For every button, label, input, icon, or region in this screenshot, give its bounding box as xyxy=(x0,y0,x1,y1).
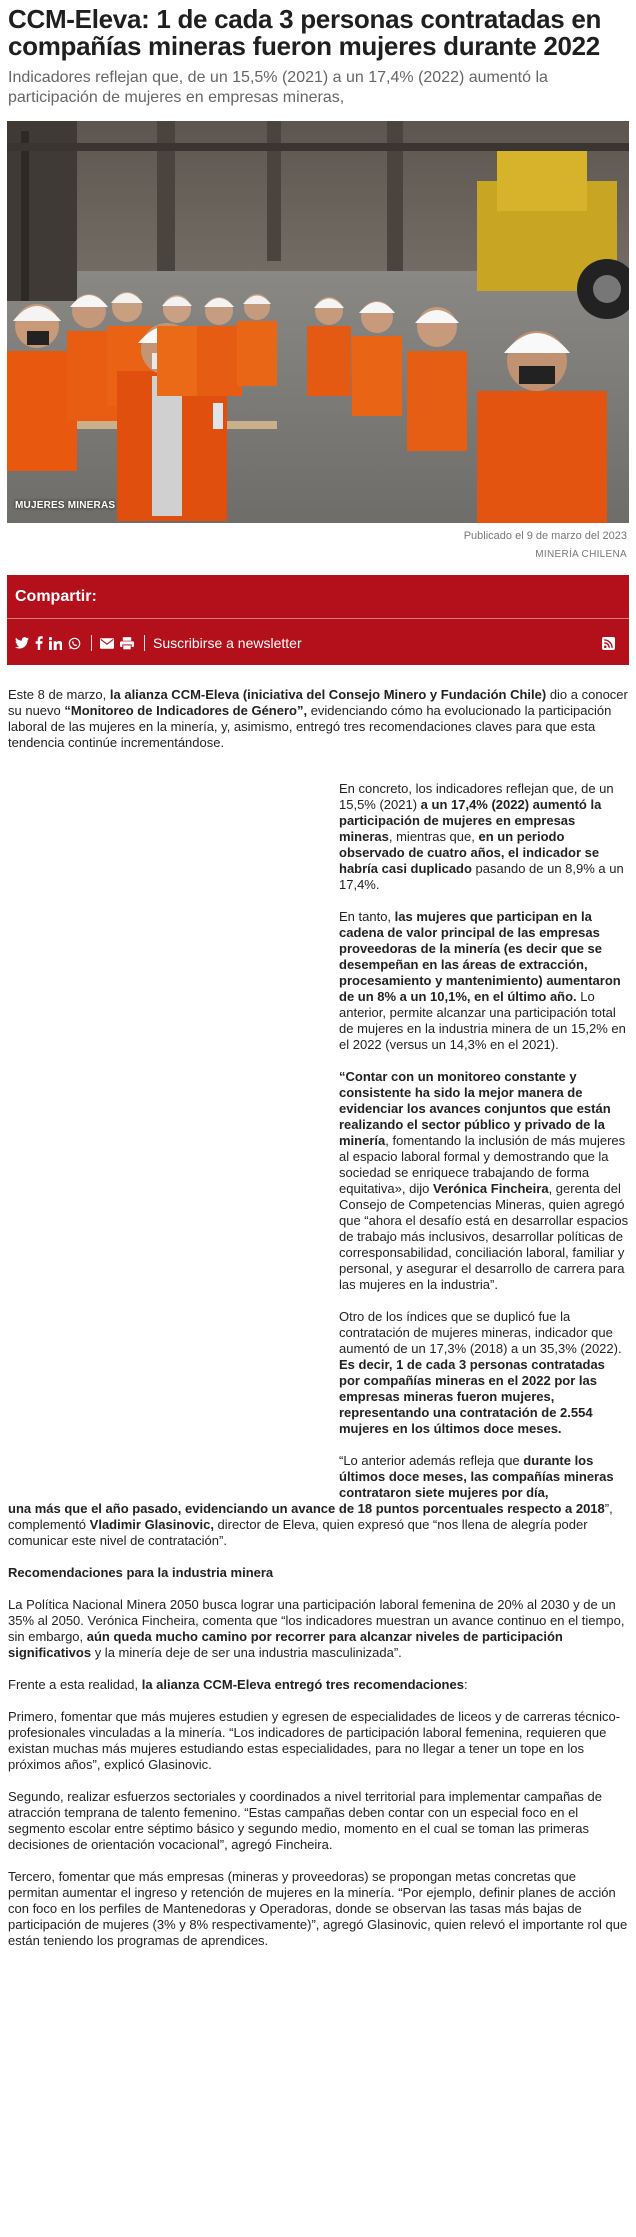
text: Otro de los índices que se duplicó fue la contratación de mujeres mineras, indicador que aumentó de un 17,3% (2018) a un 35,3% (2022). xyxy=(339,1309,622,1356)
paragraph-suppliers xyxy=(339,909,629,1053)
paragraph-hiring xyxy=(339,1309,629,1437)
share-icons-row xyxy=(15,633,621,653)
text-bold: Verónica Fincheira xyxy=(432,1181,549,1196)
paragraph-quote-fincheira xyxy=(339,1069,629,1293)
paragraph-first-recommendation: Primero, fomentar que más mujeres estudien y egresen de especialidades de liceos y de carreras técnico-profesionales vinculadas a la minería. “Los indicadores de participación laboral femenina, requieren que existan muchas más mujeres estudiando estas especialidades, para no llegar a tener un tope en los próximos años”, explicó Glasinovic. xyxy=(8,1709,621,1772)
text: “Lo anterior además refleja que xyxy=(339,1453,524,1468)
text: y la minería deje de ser una industria masculinizada”. xyxy=(91,1645,402,1660)
text: Este 8 de marzo, xyxy=(8,687,110,702)
text-bold: la alianza CCM-Eleva (iniciativa del Consejo Minero y Fundación Chile) xyxy=(109,687,547,702)
text: En concreto, los indicadores reflejan que, de un 15,5% (2021) xyxy=(339,781,614,812)
text-bold: una más que el año pasado, evidenciando un avance de 18 puntos porcentuales respecto a 2018 xyxy=(8,1501,605,1516)
article-headline: CCM-Eleva: 1 de cada 3 personas contratadas en compañías mineras fueron mujeres durante 2022 xyxy=(8,4,602,61)
share-divider xyxy=(7,618,629,619)
text: pasando de un 8,9% a un 17,4%. xyxy=(339,861,624,892)
intro-paragraph xyxy=(8,687,628,751)
text-bold: durante los últimos doce meses, las compañías mineras contrataron siete mujeres por día, xyxy=(339,1453,614,1500)
text-bold: “Monitoreo de Indicadores de Género”, xyxy=(64,703,308,718)
facebook-icon[interactable] xyxy=(35,634,43,652)
newsletter-link[interactable]: Suscribirse a newsletter xyxy=(153,635,302,651)
paragraph-second-recommendation: Segundo, realizar esfuerzos sectoriales y coordinados a nivel territorial para implementar campañas de atracción temprana de talento femenino. “Estas campañas deben contar con un especial foco en el segmento escolar entre séptimo básico y segundo medio, momento en el cual se toman las primeras decisiones de orientación vocacional”, agregó Fincheira. xyxy=(8,1789,602,1852)
text-bold: aún queda mucho camino por recorrer para alcanzar niveles de participación significativos xyxy=(8,1629,563,1660)
text: En tanto, xyxy=(339,909,395,924)
text: , mientras que, xyxy=(388,829,479,844)
text-bold: en un periodo observado de cuatro años, el indicador se habría casi duplicado xyxy=(339,829,600,876)
full-width-text xyxy=(8,1501,628,1949)
paragraph-third-recommendation: Tercero, fomentar que más empresas (mineras y proveedoras) se propongan metas concretas que permitan aumentar el ingreso y retención de mujeres en la minería. “Por ejemplo, definir planes de acción con foco en los perfiles de Mantenedoras y Operadoras, donde se observan las tasas más bajas de participación de mujeres (3% y 8% respectivamente)”, agregó Glasinovic, quien relevó el importante rol que están teniendo los programas de aprendices. xyxy=(8,1869,628,1948)
text: : xyxy=(463,1677,468,1692)
rss-icon[interactable] xyxy=(602,634,615,652)
paragraph-policy xyxy=(8,1597,628,1661)
text-bold: “Contar con un monitoreo constante y consistente ha sido la mejor manera de evidenciar los avances conjuntos que están realizando el sector público y privado de la minería xyxy=(339,1069,611,1148)
text: dio a conocer su nuevo xyxy=(8,687,628,718)
text: Lo anterior, permite alcanzar una participación total de mujeres en la industria minera de un 15,2% en el 2022 (versus un 14,3% en el 2021). xyxy=(339,989,626,1052)
whatsapp-icon[interactable] xyxy=(68,634,81,652)
text: , gerenta del Consejo de Competencias Mineras, quien agregó que “ahora el desafío está en desarrollar espacios de trabajo más inclusivos, desarrollar políticas de corresponsabilidad, conciliación laboral, familiar y personal, y asegurar el desarrollo de carrera para las mujeres en la industria”. xyxy=(339,1181,629,1292)
text: Frente a esta realidad, xyxy=(8,1677,142,1692)
share-bar xyxy=(7,575,629,665)
linkedin-icon[interactable] xyxy=(49,634,62,652)
text-bold: las mujeres que participan en la cadena de valor principal de las empresas proveedoras de la minería (es decir que se desempeñan en las áreas de extracción, procesamiento y mantenimiento) aumentaron de un 8% a un 10,1%, en el último año. xyxy=(339,909,621,1004)
paragraph-recommendations-intro xyxy=(8,1677,628,1693)
text: La Política Nacional Minera 2050 busca lograr una participación laboral femenina de 20% al 2030 y de un 35% al 2050. Verónica Fincheira, comenta que “los indicadores muestran un avance continuo en el tiempo, sin embargo, xyxy=(8,1597,625,1644)
print-icon[interactable] xyxy=(120,634,134,652)
photo-caption: MUJERES MINERAS xyxy=(15,500,116,511)
text: director de Eleva, quien expresó que “nos llena de alegría poder comunicar este nivel de contratación”. xyxy=(8,1517,588,1548)
text-bold: la alianza CCM-Eleva entregó tres recomendaciones xyxy=(141,1677,464,1692)
share-title: Compartir: xyxy=(15,588,97,605)
text-bold: a un 17,4% (2022) aumentó la participación de mujeres en empresas mineras xyxy=(339,797,602,844)
text-bold: Es decir, 1 de cada 3 personas contratadas por compañías mineras en el 2022 por las empresas mineras fueron mujeres, representando una contratación de 2.554 mujeres en los últimos doce meses. xyxy=(339,1357,605,1436)
text: , fomentando la inclusión de más mujeres al espacio laboral formal y demostrando que la sociedad se enriquece trabajando de forma equitativa», dijo xyxy=(339,1133,626,1196)
article-source: MINERÍA CHILENA xyxy=(535,549,627,560)
paragraph-quote-start xyxy=(339,1453,629,1501)
email-icon[interactable] xyxy=(100,634,114,652)
article-subtitle: Indicadores reflejan que, de un 15,5% (2021) a un 17,4% (2022) aumentó la participación de mujeres en empresas mineras, xyxy=(8,69,548,106)
twitter-icon[interactable] xyxy=(15,634,29,652)
section-heading: Recomendaciones para la industria minera xyxy=(8,1565,274,1580)
text: ”, complementó xyxy=(8,1501,613,1532)
text-bold: Vladimir Glasinovic, xyxy=(89,1517,214,1532)
share-separator xyxy=(144,635,145,651)
article-body xyxy=(0,687,636,1949)
publish-date: Publicado el 9 de marzo del 2023 xyxy=(463,530,627,542)
mining-women-photo xyxy=(7,121,629,523)
article-photo xyxy=(7,121,629,523)
article-meta xyxy=(0,523,636,561)
share-separator xyxy=(91,635,92,651)
right-column xyxy=(339,781,629,1501)
paragraph-indicators xyxy=(339,781,629,893)
paragraph-quote-glasinovic xyxy=(8,1501,628,1549)
text: evidenciando cómo ha evolucionado la participación laboral de las mujeres en la minería, y, asimismo, entregó tres recomendaciones claves para que esta tendencia continúe incrementándose. xyxy=(8,703,612,750)
